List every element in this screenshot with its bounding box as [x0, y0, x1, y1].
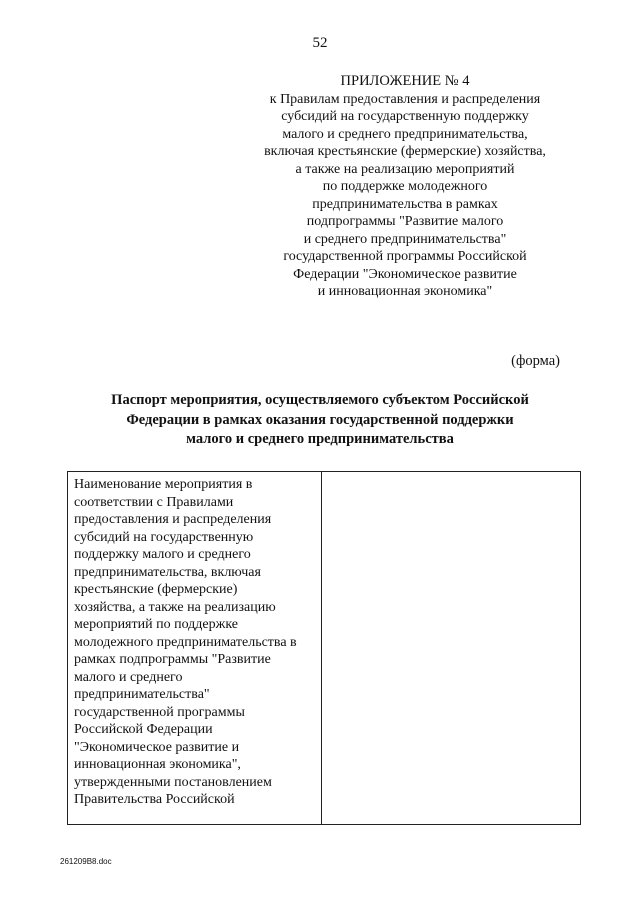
appendix-line: и инновационная экономика": [317, 284, 493, 299]
label-line: хозяйства, а также на реализацию: [74, 599, 276, 615]
passport-table: [67, 471, 581, 825]
label-line: Правительства Российской: [74, 792, 235, 807]
appendix-line: подпрограммы "Развитие малого: [306, 214, 504, 229]
label-line: утвержденными постановлением: [74, 774, 272, 790]
appendix-line: а также на реализацию мероприятий: [295, 161, 515, 177]
appendix-line: и среднего предпринимательства": [303, 231, 507, 247]
appendix-line: малого и среднего предпринимательства,: [282, 126, 528, 142]
label-line: инновационная экономика",: [74, 757, 241, 772]
label-line: субсидий на государственную: [74, 529, 254, 545]
table-row-label-cell: [68, 472, 322, 824]
appendix-line: предпринимательства в рамках: [312, 196, 498, 212]
appendix-heading: ПРИЛОЖЕНИЕ № 4: [340, 73, 470, 89]
label-line: поддержку малого и среднего: [74, 547, 251, 562]
label-line: мероприятий по поддержке: [74, 617, 238, 632]
title-line: Паспорт мероприятия, осуществляемого субъектом Российской: [111, 392, 529, 408]
appendix-line: субсидий на государственную поддержку: [281, 109, 529, 124]
label-line: рамках подпрограммы "Развитие: [74, 652, 271, 667]
appendix-line: к Правилам предоставления и распределения: [269, 91, 541, 107]
table-row-value-cell: [322, 472, 580, 824]
label-line: государственной программы: [74, 704, 245, 720]
appendix-line: государственной программы Российской: [283, 249, 527, 264]
appendix-line: Федерации "Экономическое развитие: [293, 266, 517, 282]
label-line: предпринимательства": [74, 687, 210, 702]
appendix-block: [235, 73, 575, 301]
document-title: [60, 391, 580, 450]
label-line: малого и среднего: [74, 669, 183, 685]
label-line: соответствии с Правилами: [74, 494, 234, 510]
label-line: предоставления и распределения: [74, 512, 272, 527]
label-line: предпринимательства, включая: [74, 564, 261, 580]
label-line: Российской Федерации: [74, 722, 213, 737]
page-number: 52: [312, 35, 328, 51]
label-line: крестьянские (фермерские): [74, 582, 238, 597]
label-line: Наименование мероприятия в: [74, 477, 253, 492]
appendix-line: по поддержке молодежного: [322, 179, 488, 194]
label-line: "Экономическое развитие и: [74, 739, 240, 755]
label-line: молодежного предпринимательства в: [74, 634, 297, 650]
appendix-line: включая крестьянские (фермерские) хозяйства,: [264, 144, 546, 159]
title-line: Федерации в рамках оказания государственной поддержки: [126, 411, 514, 428]
file-name-footer: 261209B8.doc: [60, 857, 112, 866]
form-note: (форма): [511, 353, 560, 369]
title-line: малого и среднего предпринимательства: [186, 431, 454, 447]
